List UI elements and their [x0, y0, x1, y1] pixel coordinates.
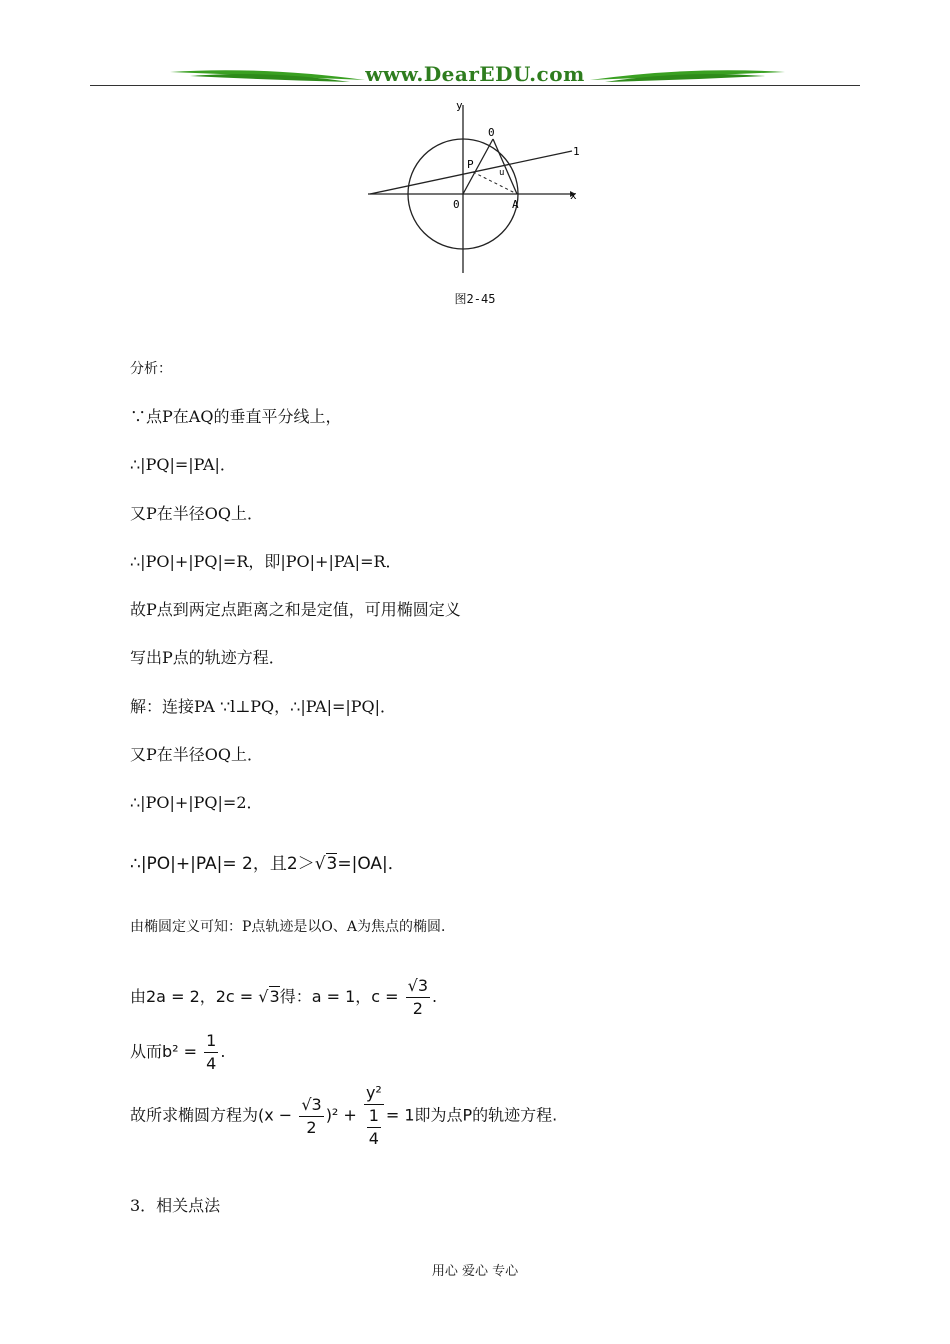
analysis-heading: 分析：	[130, 361, 172, 377]
page-footer: 用心 爱心 专心	[431, 1264, 519, 1279]
fraction: $\frac{√3}{2}$	[301, 1094, 322, 1137]
inequality-end: =|OA|．	[337, 854, 405, 874]
label-y: y	[456, 99, 463, 112]
label-a: A	[512, 198, 519, 211]
header-rule	[90, 85, 860, 86]
eq-part: 从而b² =	[130, 1042, 198, 1061]
sqrt-value: 3	[326, 854, 338, 874]
inequality-part: ∴|PO|+|PA|= 2，且2＞	[130, 854, 315, 874]
solution-line: 解：连接PA ∵l⊥PQ，∴|PA|=|PQ|．	[130, 697, 397, 716]
text-line: 写出P点的轨迹方程．	[130, 648, 285, 667]
equation-b: 从而b² = $\frac{1}{4}$ .	[130, 1031, 226, 1073]
label-l: 1	[573, 145, 580, 158]
figure-svg	[360, 95, 590, 285]
text-line: ∵点P在AQ的垂直平分线上，	[130, 407, 342, 426]
right-leaf-decoration	[590, 66, 785, 86]
segment-pa	[473, 172, 517, 194]
text-line: 又P在半径OQ上．	[130, 745, 264, 764]
fraction: $\frac{1}{4}$	[206, 1031, 217, 1073]
label-origin: 0	[453, 198, 460, 211]
text-line: 故P点到两定点距离之和是定值，可用椭圆定义	[130, 600, 461, 619]
eq-part: = 1即为点P的轨迹方程.	[385, 1105, 558, 1125]
figure-caption: 图2-45	[454, 292, 496, 306]
label-p: P	[467, 158, 474, 171]
label-q: 0	[488, 126, 495, 139]
geometry-figure	[360, 95, 590, 285]
text-line: ∴|PO|+|PQ|=2．	[130, 793, 263, 812]
text-line: 又P在半径OQ上．	[130, 504, 264, 523]
text-line: 由椭圆定义可知：P点轨迹是以O、A为焦点的椭圆．	[130, 919, 456, 935]
section-heading: 3．相关点法	[130, 1196, 221, 1215]
eq-part: 得：a = 1，c =	[279, 987, 399, 1006]
compound-fraction: $\frac{\text{y²}}{\frac{1}{4}}$	[365, 1083, 382, 1148]
label-u: u	[499, 168, 505, 178]
fraction: $\frac{√3}{2}$	[407, 976, 429, 1018]
eq-part: )² +	[325, 1105, 357, 1125]
text-line: ∴|PO|+|PQ|=R，即|PO|+|PA|=R．	[130, 552, 402, 571]
label-x: x	[570, 189, 577, 202]
equation-a-c: 由2a = 2，2c = √3得：a = 1，c = $\frac{√3}{2}$ .	[130, 976, 438, 1018]
inequality-line: ∴|PO|+|PA|= 2，且2＞√3=|OA|．	[130, 854, 405, 874]
sqrt-value: 3	[269, 987, 280, 1006]
eq-part: 故所求椭圆方程为(x −	[130, 1105, 293, 1125]
site-logo[interactable]: www.DearEDU.com	[365, 62, 585, 86]
equation-ellipse	[130, 1082, 557, 1150]
eq-part: 由2a = 2，2c = √	[130, 987, 269, 1006]
page-header	[90, 58, 860, 92]
text-line: ∴|PQ|=|PA|．	[130, 455, 236, 474]
